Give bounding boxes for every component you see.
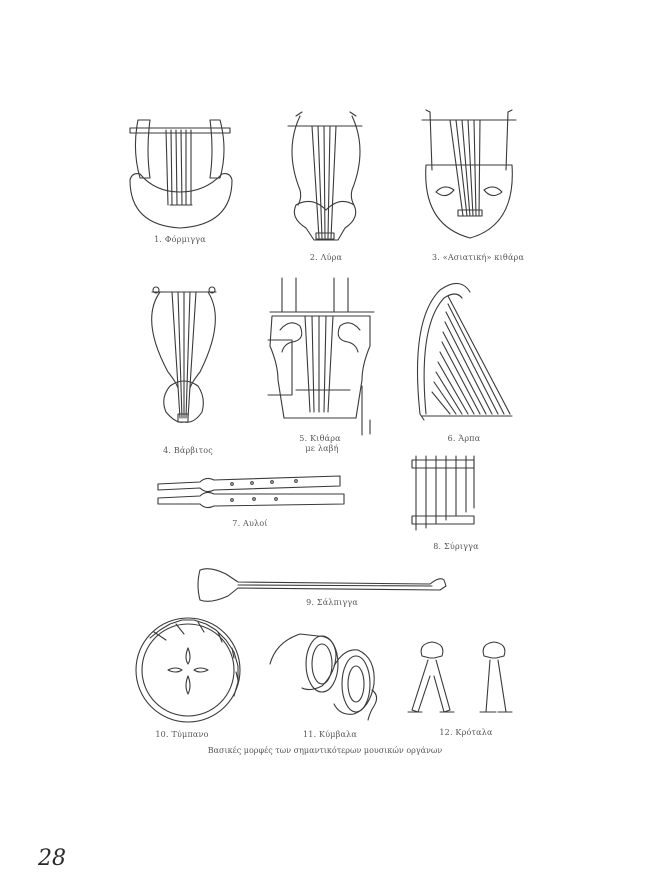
lyra-illustration [288,112,362,240]
kithara-hand-label-line1: 5. Κιθάρα [299,434,341,443]
krotala-illustration [408,642,512,712]
barbitos-illustration [152,287,216,422]
kymbala-illustration [270,634,377,720]
lyra-label: 2. Λύρα [309,253,343,262]
kithara-hand-illustration [268,278,374,435]
phorminx-label: 1. Φόρμιγγα [154,235,206,244]
krotala-label: 12. Κρόταλα [439,728,493,737]
phorminx-illustration [130,120,232,228]
tympano-illustration [136,618,240,722]
kithara-label: 3. «Ασιατική» κιθάρα [431,253,525,262]
page-number: 28 [38,846,66,871]
auloi-label: 7. Αυλοί [232,519,268,528]
kithara-hand-label-line2: με λαβή [305,444,339,453]
kithara-illustration [422,110,516,238]
salpinx-illustration [198,569,446,602]
tympano-label: 10. Τύμπανο [155,730,209,739]
harp-illustration [418,283,513,420]
syrinx-label: 8. Σύριγγα [433,542,479,551]
syrinx-illustration [412,456,474,530]
auloi-illustration [158,476,344,508]
harp-label: 6. Άρπα [447,434,481,443]
barbitos-label: 4. Βάρβιτος [163,446,213,455]
figure-caption: Βασικές μορφές των σημαντικότερων μουσικών οργάνων [207,746,443,755]
salpinx-label: 9. Σάλπιγγα [306,598,358,607]
kymbala-label: 11. Κύμβαλα [302,730,358,739]
